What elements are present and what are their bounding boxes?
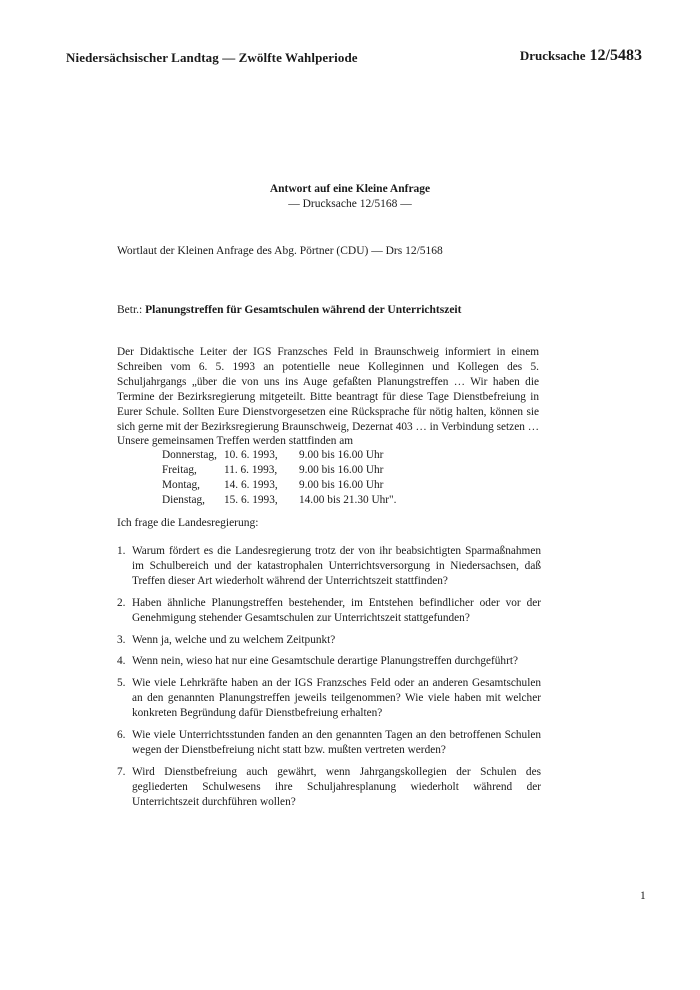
question-text: Warum fördert es die Landesregierung trotz der von ihr beabsichtigten Sparmaßnahmen im Schulbereich und der katastrophalen Unterrichtsversorgung in Niedersachsen, daß Treffen dieser Art wiederholt während der Unterrichtszeit stattfinden? — [132, 545, 541, 587]
schedule-day: Dienstag, — [162, 494, 205, 506]
question-item — [117, 728, 541, 758]
question-number: 5. — [117, 677, 126, 690]
question-text: Wie viele Lehrkräfte haben an der IGS Franzsches Feld oder an anderen Gesamtschulen an den genannten Planungstreffen jeweils teilgenommen? Wie viele haben mit welcher konkreten Begründung dafür Dienstbefreiung erhalten? — [132, 677, 541, 720]
header-drucksache-label: Drucksache — [519, 48, 586, 63]
schedule-time: 9.00 bis 16.00 Uhr — [299, 449, 384, 461]
title-line-1: Antwort auf eine Kleine Anfrage — [269, 183, 431, 195]
question-number: 2. — [117, 596, 126, 609]
meeting-schedule — [162, 448, 397, 508]
question-text: Wie viele Unterrichtsstunden fanden an den genannten Tagen an den betroffenen Schulen wegen der Dienstbefreiung nicht statt bzw. mußten vertreten werden? — [132, 729, 541, 756]
question-list — [117, 537, 541, 810]
question-number: 6. — [117, 729, 126, 742]
title-line-2: — Drucksache 12/5168 — — [288, 198, 412, 210]
subject-line — [117, 304, 461, 316]
schedule-row — [162, 448, 397, 463]
schedule-time: 9.00 bis 16.00 Uhr — [299, 464, 384, 476]
question-text: Haben ähnliche Planungstreffen bestehender, im Entstehen befindlicher oder vor der Genehmigung stehender Gesamtschulen zur Unterrichtszeit stattgefunden? — [132, 596, 541, 624]
document-title — [0, 182, 700, 212]
schedule-row — [162, 478, 397, 493]
schedule-time: 9.00 bis 16.00 Uhr — [299, 479, 384, 491]
header-drucksache-number: 12/5483 — [589, 47, 642, 64]
schedule-day: Montag, — [162, 479, 200, 491]
schedule-day: Freitag, — [162, 464, 197, 476]
question-item — [117, 654, 541, 669]
question-number: 1. — [117, 545, 126, 557]
question-text: Wenn nein, wieso hat nur eine Gesamtschule derartige Planungstreffen durchgeführt? — [132, 655, 518, 668]
schedule-date: 14. 6. 1993, — [224, 479, 278, 491]
question-item — [117, 765, 541, 810]
question-item — [117, 596, 541, 626]
header-parliament: Niedersächsischer Landtag — Zwölfte Wahlperiode — [66, 50, 358, 65]
subject-text: Planungstreffen für Gesamtschulen während der Unterrichtszeit — [145, 304, 462, 316]
question-text: Wenn ja, welche und zu welchem Zeitpunkt? — [132, 633, 336, 646]
schedule-date: 10. 6. 1993, — [224, 449, 278, 461]
question-text: Wird Dienstbefreiung auch gewährt, wenn Jahrgangskollegien der Schulen des gegliederten Schulwesens ihre Schuljahresplanung wiederholt während der Unterrichtszeit durchführen wollen? — [132, 765, 541, 808]
page-number: 1 — [640, 890, 646, 902]
subject-prefix: Betr.: — [117, 304, 143, 316]
header-drucksache — [520, 47, 642, 65]
schedule-date: 11. 6. 1993, — [224, 464, 278, 476]
question-intro: Ich frage die Landesregierung: — [117, 517, 259, 529]
schedule-row — [162, 493, 397, 508]
schedule-row — [162, 463, 397, 478]
schedule-day: Donnerstag, — [162, 449, 217, 461]
question-number: 4. — [117, 655, 126, 668]
question-number: 7. — [117, 765, 126, 778]
question-item — [117, 676, 541, 721]
question-item — [117, 544, 541, 589]
schedule-time: 14.00 bis 21.30 Uhr". — [299, 494, 397, 506]
intro-paragraph: Der Didaktische Leiter der IGS Franzsches Feld in Braunschweig informiert in einem Schreiben vom 6. 5. 1993 an potentielle neue Kolleginnen und Kollegen des 5. Schuljahrgangs „über die von uns ins Auge gefaßten Planungstreffen … Wir haben die Termine der Bezirksregierung mitgeteilt. Bitte beantragt für diese Tage Dienstbefreiung in Eurer Schule. Sollten Eure Dienstvorgesetzen eine Rücksprache für nötig halten, können sie sich gerne mit der Bezirksregierung Braunschweig, Dezernat 403 … in Verbindung setzen … Unsere gemeinsamen Treffen werden stattfinden am — [117, 346, 539, 448]
question-item — [117, 633, 541, 648]
question-number: 3. — [117, 633, 126, 646]
wortlaut-line: Wortlaut der Kleinen Anfrage des Abg. Pörtner (CDU) — Drs 12/5168 — [117, 245, 443, 257]
schedule-date: 15. 6. 1993, — [224, 494, 278, 506]
